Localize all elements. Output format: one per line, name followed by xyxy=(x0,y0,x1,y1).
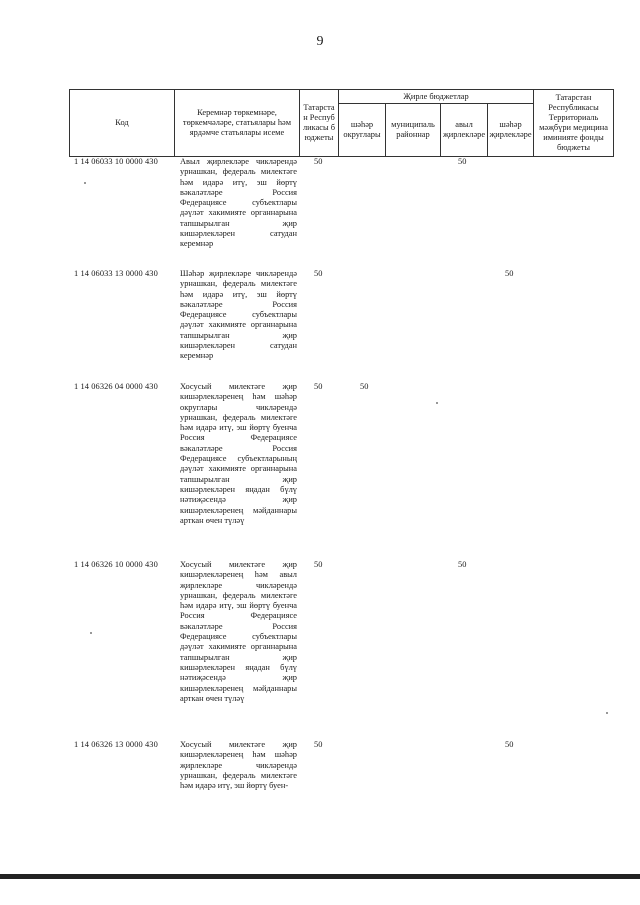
row-tatarstan-value: 50 xyxy=(314,740,323,749)
row-code: 1 14 06033 10 0000 430 xyxy=(74,157,158,166)
header-urban-label: шәһәр җирлекләре xyxy=(489,120,532,139)
row-code: 1 14 06326 13 0000 430 xyxy=(74,740,158,749)
row-name: Шәһәр җирлекләре чикләрендә урнашкан, федераль милектәге һәм идарә итү, эш йөртү вәкаләтләре Россия Федерациясе субъектлары дәүләт хакимияте органнарына тапшырылган җир кишәрлекләрен сатудан керемнәр xyxy=(180,269,297,361)
page-number: 9 xyxy=(316,34,324,49)
header-code-label: Код xyxy=(115,118,129,127)
scan-speck xyxy=(436,402,438,404)
row-code: 1 14 06033 13 0000 430 xyxy=(74,269,158,278)
row-urban-value: 50 xyxy=(505,740,514,749)
header-tatarstan-label: Татарстан Республикасы бюджеты xyxy=(302,103,336,142)
header-municipal-districts xyxy=(385,103,441,157)
header-code xyxy=(69,89,175,157)
row-code: 1 14 06326 10 0000 430 xyxy=(74,560,158,569)
header-oms-fund xyxy=(533,89,614,157)
header-tatarstan-budget xyxy=(299,89,339,157)
scan-bottom-edge xyxy=(0,874,640,879)
scan-speck xyxy=(90,632,92,634)
header-municipal-label: муниципаль районнар xyxy=(391,120,435,139)
header-local-budgets xyxy=(338,89,534,104)
header-name-label: Керемнәр төркемнәре, төркемчәләре, статьялары һәм ярдәмче статьялары исеме xyxy=(182,108,292,137)
header-urban-settlements xyxy=(487,103,534,157)
row-rural-value: 50 xyxy=(458,157,467,166)
row-name: Авыл җирлекләре чикләрендә урнашкан, федераль милектәге һәм идарә итү, эш йөртү вәкаләтләре Россия Федерациясе субъектлары дәүләт хакимияте органнарына тапшырылган җир кишәрлекләрен сатудан керемнәр xyxy=(180,157,297,249)
header-local-label: Җирле бюджетлар xyxy=(403,91,469,101)
row-tatarstan-value: 50 xyxy=(314,157,323,166)
scan-speck xyxy=(606,712,608,714)
scan-speck xyxy=(84,182,86,184)
row-tatarstan-value: 50 xyxy=(314,560,323,569)
row-city-value: 50 xyxy=(360,382,369,391)
header-rural-label: авыл җирлекләре xyxy=(442,120,486,139)
header-city-label: шәһәр округлары xyxy=(343,120,381,139)
row-urban-value: 50 xyxy=(505,269,514,278)
row-tatarstan-value: 50 xyxy=(314,269,323,278)
header-rural-settlements xyxy=(440,103,488,157)
row-rural-value: 50 xyxy=(458,560,467,569)
row-tatarstan-value: 50 xyxy=(314,382,323,391)
row-code: 1 14 06326 04 0000 430 xyxy=(74,382,158,391)
row-name: Хосусый милектәге җир кишәрлекләренең һәм шәһәр округлары чикләрендә урнашкан, федераль милектәге һәм идарә итү, эш йөртү буенча Россия Федерациясе вәкаләтләре Россия Федерациясе субъектларының дәүләт хакимияте органнарына тапшырылган җир кишәрлекләрен яңадан бүлү нәтиҗәсендә җир кишәрлекләренең мәйданнары арткан өчен түләү xyxy=(180,382,297,525)
header-city-districts xyxy=(338,103,386,157)
row-name: Хосусый милектәге җир кишәрлекләренең һәм шәһәр җирлекләре чикләрендә урнашкан, федераль милектәге һәм идарә итү, эш йөртү буен- xyxy=(180,740,297,791)
header-name xyxy=(174,89,300,157)
row-name: Хосусый милектәге җир кишәрлекләренең һәм авыл җирлекләре чикләрендә урнашкан, федераль милектәге һәм идарә итү, эш йөртү буенча Россия Федерациясе вәкаләтләре Россия Федерациясе субъектлары дәүләт хакимияте органнарына тапшырылган җир кишәрлекләрен яңадан бүлү нәтиҗәсендә җир кишәрлекләренең мәйданнары арткан өчен түләү xyxy=(180,560,297,703)
header-oms-label: Татарстан Республикасы Территориаль мәҗбүри медицина иминияте фонды бюджеты xyxy=(539,93,608,152)
